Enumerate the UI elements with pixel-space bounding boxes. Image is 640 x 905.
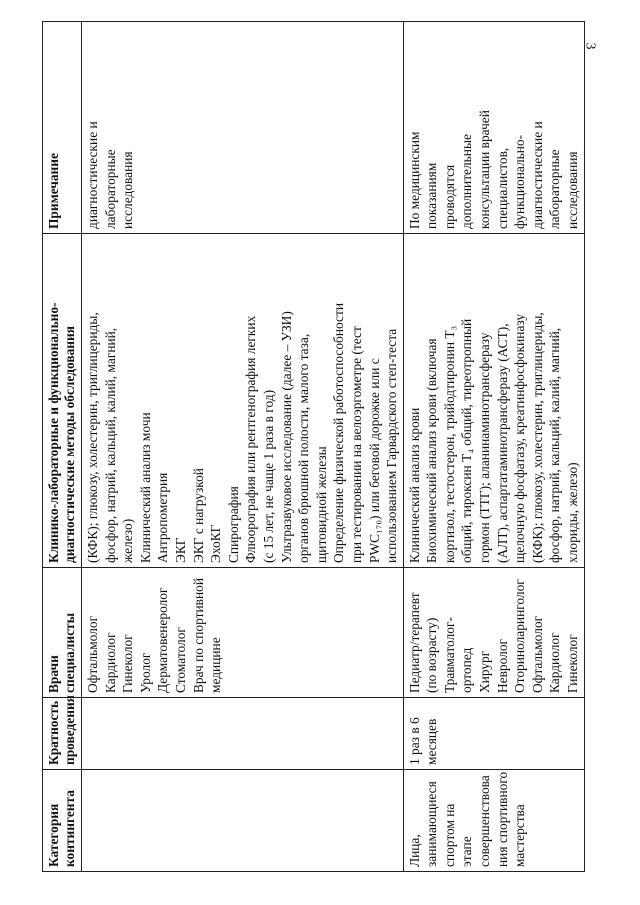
text-line: Травматолог- (441, 617, 457, 693)
text-line: хлориды, железо) (565, 462, 581, 563)
header-category (43, 770, 82, 872)
text-line: Кардиолог (547, 632, 563, 693)
text-line: месяцев (424, 718, 440, 765)
text-line: Невролог (494, 638, 510, 693)
text-line: щитовидной железы (313, 446, 329, 563)
text-line: Примечание (46, 153, 61, 229)
text-line: консультации врачей (477, 110, 493, 229)
text-line: Клинический анализ мочи (137, 412, 153, 563)
text-line: ЭхоКГ (208, 524, 224, 563)
text-line: мастерства (512, 804, 528, 867)
text-line: этапе (459, 836, 475, 867)
text-line: (КФК); глюкозу, холестерин, триглицериды, (529, 312, 545, 563)
text-line: Уролог (137, 652, 153, 693)
text-line: использованием Гарвардского степ-теста (384, 328, 400, 563)
text-line: (АЛТ), аспартатаминотрансферазу (АСТ), (494, 323, 510, 563)
text-line: Стоматолог (172, 627, 188, 693)
medical-exam-table (42, 21, 585, 872)
text-line: железо) (120, 518, 136, 563)
text-line: Врачи (46, 655, 61, 693)
text-line: при тестировании на велоэргометре (тест (348, 326, 364, 563)
cell-methods (403, 234, 584, 568)
cell-doctors (403, 568, 584, 698)
text-line: Антропометрия (155, 472, 171, 563)
cell-notes (403, 22, 584, 234)
text-line: Спирография (225, 486, 241, 563)
text-line: (с 15 лет, не чаще 1 раза в год) (260, 389, 276, 563)
text-line: диагностические методы обследования (62, 326, 77, 563)
text-line: фосфор, натрий, кальций, калий, магний, (102, 327, 118, 563)
text-line: Биохимический анализ крови (включая (424, 338, 440, 563)
text-line: Врач по спортивной (190, 577, 206, 693)
text-line: Определение физической работоспособности (331, 302, 347, 563)
text-line: занимающиеся (424, 781, 440, 867)
text-line: Категория (46, 803, 61, 867)
text-line: диагностические и (529, 121, 545, 229)
text-line: ЭКГ с нагрузкой (190, 468, 206, 563)
table-row (403, 22, 584, 872)
text-line: Гинеколог (565, 634, 581, 693)
header-notes (43, 22, 82, 234)
page-number: 3 (582, 42, 598, 50)
text-line: фосфор, натрий, кальций, калий, магний, (547, 327, 563, 563)
text-line: медицине (208, 637, 224, 693)
text-line: совершенствова (477, 775, 493, 867)
text-line: Кратность (46, 700, 61, 765)
cell-category (403, 770, 584, 872)
text-line: функционально- (512, 134, 528, 229)
text-line: дополнительные (459, 134, 475, 229)
text-line: спортом на (441, 803, 457, 867)
cell-category (82, 770, 404, 872)
cell-notes (82, 22, 404, 234)
text-line: Клинико-лабораторные и функционально- (46, 302, 61, 563)
text-line: PWC₁₇₀) или беговой дорожке или с (366, 358, 382, 563)
text-line: специалисты (62, 612, 77, 693)
text-line: Оториноларинголог (512, 579, 528, 693)
header-doctors (43, 568, 82, 698)
text-line: По медицинским (406, 131, 422, 229)
table-header-row (43, 22, 82, 872)
cell-methods (82, 234, 404, 568)
text-line: 1 раз в 6 (406, 717, 422, 765)
text-line: Педиатр/терапевт (406, 592, 422, 693)
text-line: Дерматовенеролог (155, 587, 171, 693)
text-line: кортизол, тестостерон, трийодтиронин T₃ (441, 325, 457, 563)
text-line: ЭКГ (172, 537, 188, 563)
text-line: Флюорография или рентгенография легких (243, 315, 259, 563)
text-line: (КФК); глюкозу, холестерин, триглицериды, (85, 312, 100, 563)
text-line: лабораторные (547, 149, 563, 229)
cell-frequency (82, 698, 404, 770)
cell-frequency (403, 698, 584, 770)
cell-doctors (82, 568, 404, 698)
text-line: Офтальмолог (529, 615, 545, 693)
text-line: Ультразвуковое исследование (далее – УЗИ) (278, 311, 294, 563)
text-line: Хирург (477, 650, 493, 693)
text-line: проведения (62, 695, 77, 765)
text-line: специалистов, (494, 147, 510, 229)
text-line: проводятся (441, 164, 457, 229)
text-line: Клинический анализ крови (406, 407, 422, 563)
header-frequency (43, 695, 82, 770)
text-line: органов брюшной полости, малого таза, (296, 333, 312, 563)
text-line: щелочную фосфатазу, креатинфосфокиназу (512, 313, 528, 563)
text-line: Лица, (406, 834, 422, 867)
text-line: исследования (120, 151, 136, 229)
text-line: (по возрасту) (424, 617, 440, 693)
text-line: Кардиолог (102, 632, 118, 693)
table-row (82, 22, 404, 872)
text-line: ния спортивного (494, 771, 510, 867)
text-line: лабораторные (102, 149, 118, 229)
text-line: показаниям (424, 162, 440, 229)
header-methods (43, 234, 82, 568)
text-line: диагностические и (85, 121, 100, 229)
text-line: ортопед (459, 647, 475, 693)
text-line: контингента (62, 790, 77, 867)
rotated-table-page (42, 22, 602, 872)
text-line: Гинеколог (120, 634, 136, 693)
text-line: гормон (ТТГ); аланинаминотрансферазу (477, 332, 493, 563)
text-line: общий, тироксин T₄ общий, тиреотропный (459, 318, 475, 563)
text-line: исследования (565, 151, 581, 229)
text-line: Офтальмолог (85, 615, 100, 693)
